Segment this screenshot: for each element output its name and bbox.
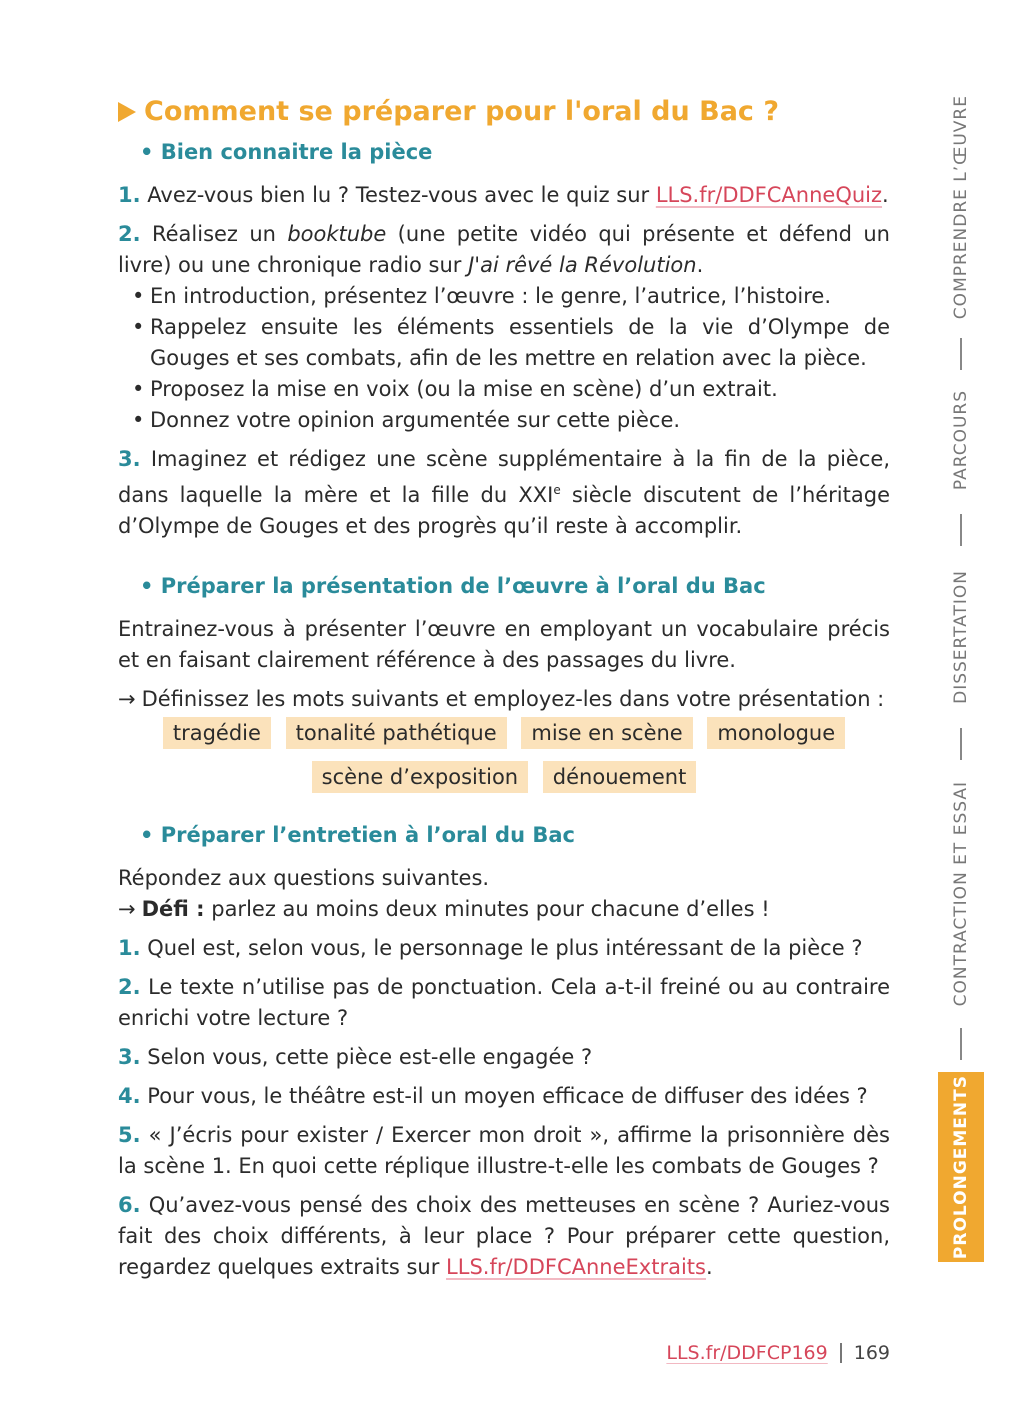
terms-row-2 bbox=[118, 761, 890, 799]
divider bbox=[840, 1343, 842, 1363]
page-number: 169 bbox=[853, 1342, 890, 1364]
divider bbox=[960, 1028, 962, 1060]
presentation-intro: Entrainez-vous à présenter l’œuvre en employant un vocabulaire précis et en faisant clairement référence à des passages du livre. bbox=[118, 617, 890, 672]
entretien-intro: Répondez aux questions suivantes. bbox=[118, 866, 490, 890]
item-3: 3. Imaginez et rédigez une scène supplémentaire à la fin de la pièce, dans laquelle la mère et la fille du XXIe siècle discutent de l’héritage d’Olympe de Gouges et des progrès qu’il reste à accomplir. bbox=[118, 447, 890, 538]
arrow-right-icon: → bbox=[118, 687, 136, 711]
quiz-link[interactable]: LLS.fr/DDFCAnneQuiz bbox=[655, 183, 883, 207]
item-2: 2. Réalisez un booktube (une petite vidéo qui présente et défend un livre) ou une chronique radio sur J'ai rêvé la Révolution. bbox=[118, 222, 890, 277]
section-heading-entretien: • Préparer l’entretien à l’oral du Bac bbox=[140, 823, 575, 847]
question-4: 4. Pour vous, le théâtre est-il un moyen efficace de diffuser des idées ? bbox=[118, 1084, 868, 1108]
presentation-instruction: → Définissez les mots suivants et employez-les dans votre présentation : bbox=[118, 687, 885, 711]
term-chip: tonalité pathétique bbox=[286, 717, 507, 749]
term-chip: monologue bbox=[707, 717, 845, 749]
question-3: 3. Selon vous, cette pièce est-elle engagée ? bbox=[118, 1045, 593, 1069]
term-chip: dénouement bbox=[543, 761, 697, 793]
question-2: 2. Le texte n’utilise pas de ponctuation. Cela a-t-il freiné ou au contraire enrichi votre lecture ? bbox=[118, 975, 890, 1030]
page-title: Comment se préparer pour l'oral du Bac ? bbox=[118, 92, 890, 132]
tab-parcours[interactable]: PARCOURS bbox=[951, 389, 971, 491]
divider bbox=[960, 338, 962, 370]
tab-prolongements[interactable]: PROLONGEMENTS bbox=[938, 1072, 984, 1262]
arrow-right-icon: → bbox=[118, 897, 136, 921]
term-chip: scène d’exposition bbox=[312, 761, 528, 793]
play-arrow-icon bbox=[118, 102, 136, 122]
term-chip: tragédie bbox=[163, 717, 271, 749]
bullet-list bbox=[118, 281, 890, 436]
footer-link[interactable]: LLS.fr/DDFCP169 bbox=[666, 1342, 828, 1364]
defi-line: → Défi : parlez au moins deux minutes pour chacune d’elles ! bbox=[118, 897, 770, 921]
list-item: • Rappelez ensuite les éléments essentiels de la vie d’Olympe de Gouges et ses combats, afin de les mettre en relation avec la pièce. bbox=[118, 312, 890, 374]
list-item: • Proposez la mise en voix (ou la mise en scène) d’un extrait. bbox=[118, 374, 890, 405]
section-tabs bbox=[938, 92, 984, 1262]
footer bbox=[666, 1342, 890, 1364]
main-content bbox=[118, 92, 890, 1291]
list-item: • En introduction, présentez l’œuvre : le genre, l’autrice, l’histoire. bbox=[118, 281, 890, 312]
divider bbox=[960, 728, 962, 760]
question-1: 1. Quel est, selon vous, le personnage le plus intéressant de la pièce ? bbox=[118, 936, 863, 960]
question-6: 6. Qu’avez-vous pensé des choix des metteuses en scène ? Auriez-vous fait des choix différents, à leur place ? Pour préparer cette question, regardez quelques extraits sur LLS.fr/DDFCAnneExtraits. bbox=[118, 1193, 890, 1279]
terms-row-1 bbox=[118, 717, 890, 755]
extraits-link[interactable]: LLS.fr/DDFCAnneExtraits bbox=[446, 1255, 706, 1279]
question-5: 5. « J’écris pour exister / Exercer mon droit », affirme la prisonnière dès la scène 1. En quoi cette réplique illustre-t-elle les combats de Gouges ? bbox=[118, 1123, 890, 1178]
tab-comprendre[interactable]: COMPRENDRE L’ŒUVRE bbox=[951, 94, 971, 320]
divider bbox=[960, 514, 962, 546]
section-heading-bien-connaitre: • Bien connaitre la pièce bbox=[140, 140, 433, 164]
item-1: 1. Avez-vous bien lu ? Testez-vous avec le quiz sur LLS.fr/DDFCAnneQuiz. bbox=[118, 183, 889, 207]
tab-dissertation[interactable]: DISSERTATION bbox=[951, 570, 971, 704]
term-chip: mise en scène bbox=[521, 717, 692, 749]
tab-contraction[interactable]: CONTRACTION ET ESSAI bbox=[951, 781, 971, 1007]
list-item: • Donnez votre opinion argumentée sur cette pièce. bbox=[118, 405, 890, 436]
section-heading-presentation: • Préparer la présentation de l’œuvre à l’oral du Bac bbox=[140, 574, 766, 598]
